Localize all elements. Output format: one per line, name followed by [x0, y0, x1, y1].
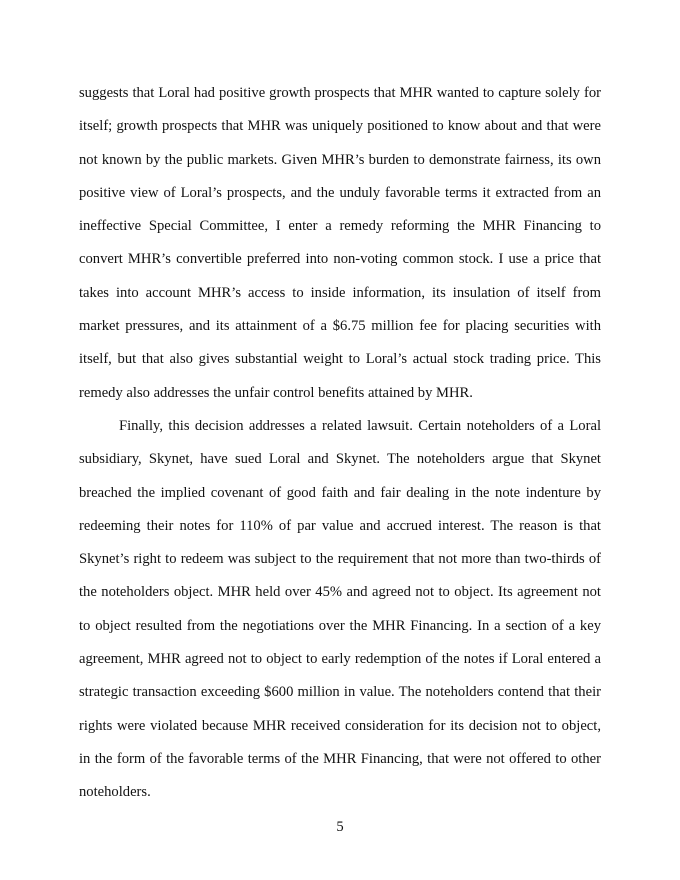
paragraph-related-lawsuit: Finally, this decision addresses a related lawsuit. Certain noteholders of a Loral subsidiary, Skynet, have sued Loral and Skynet. The noteholders argue that Skynet breached the implied covenant of good faith and fair dealing in the note indenture by redeeming their notes for 110% of par value and accrued interest. The reason is that Skynet’s right to redeem was subject to the requirement that not more than two-thirds of the noteholders object. MHR held over 45% and agreed not to object. Its agreement not to object resulted from the negotiations over the MHR Financing. In a section of a key agreement, MHR agreed not to object to early redemption of the notes if Loral entered a strategic transaction exceeding $600 million in value. The noteholders contend that their rights were violated because MHR received consideration for its decision not to object, in the form of the favorable terms of the MHR Financing, that were not offered to other noteholders. [79, 417, 601, 801]
body-text [79, 77, 601, 810]
page-number: 5 [336, 819, 344, 835]
paragraph-continuation: suggests that Loral had positive growth prospects that MHR wanted to capture solely for itself; growth prospects that MHR was uniquely positioned to know about and that were not known by the public markets. Given MHR’s burden to demonstrate fairness, its own positive view of Loral’s prospects, and the unduly favorable terms it extracted from an ineffective Special Committee, I enter a remedy reforming the MHR Financing to convert MHR’s convertible preferred into non-voting common stock. I use a price that takes into account MHR’s access to inside information, its insulation of itself from market pressures, and its attainment of a $6.75 million fee for placing securities with itself, but that also gives substantial weight to Loral’s actual stock trading price. This remedy also addresses the unfair control benefits attained by MHR. [79, 85, 601, 401]
